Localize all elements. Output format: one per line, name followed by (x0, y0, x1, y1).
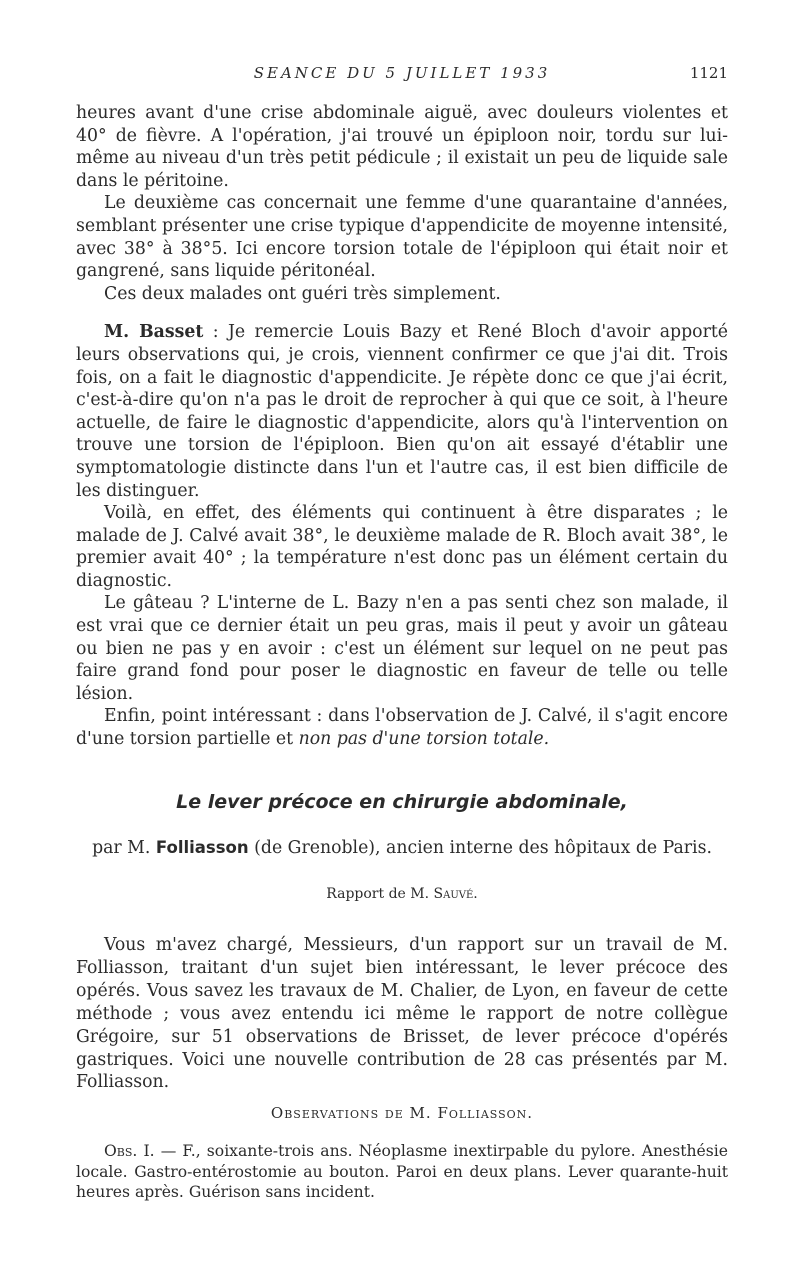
paragraph (76, 1141, 728, 1203)
report-line (76, 886, 728, 902)
running-title: SEANCE DU 5 JUILLET 1933 (253, 64, 551, 82)
observation-label: Obs. I. (104, 1142, 155, 1160)
observation-text: — F., soixante-trois ans. Néoplasme inextirpable du pylore. Anesthésie locale. Gastro-entérostomie au bouton. Paroi en deux plans. Lever quarante-huit heures après. Guérison sans incident. (76, 1142, 729, 1201)
reporter-name: Sauvé. (433, 886, 478, 902)
observation-1 (76, 1141, 728, 1203)
paragraph (76, 705, 728, 750)
section-heading: Observations de M. Folliasson. (270, 1104, 534, 1122)
running-header (76, 62, 728, 86)
speaker-text: : Je remercie Louis Bazy et René Bloch d'avoir apporté leurs observations qui, je crois, viennent confirmer ce que j'ai dit. Trois fois, on a fait le diagnostic d'appendicite. Je répète donc ce que j'ai écrit, c'est-à-dire qu'on n'a pas le droit de reprocher à qui que ce soit, à l'heure actuelle, de faire le diagnostic d'appendicite, alors qu'à l'intervention on trouve une torsion de l'épiploon. Bien qu'on ait essayé d'établir une symptomatologie distincte dans l'un et l'autre cas, il est bien difficile de les distinguer. (76, 322, 728, 501)
author-name: Folliasson (155, 838, 249, 857)
paragraph: Vous m'avez chargé, Messieurs, d'un rapport sur un travail de M. Folliasson, traitant d'un sujet bien intéressant, le lever précoce des opérés. Vous savez les travaux de M. Chalier, de Lyon, en faveur de cette méthode ; vous avez entendu ici même le rapport de notre collègue Grégoire, sur 51 observations de Brisset, de lever précoce d'opérés gastriques. Voici une nouvelle contribution de 28 cas présentés par M. Folliasson. (76, 935, 728, 1093)
paragraph (76, 321, 728, 502)
paragraph-text: Enfin, point intéressant : dans l'observation de J. Calvé, il s'agit encore d'une torsion partielle et (76, 706, 728, 750)
italic-phrase: non pas d'une torsion totale. (298, 729, 550, 750)
paragraph: heures avant d'une crise abdominale aiguë, avec douleurs violentes et 40° de fièvre. A l'opération, j'ai trouvé un épiploon noir, tordu sur lui-même au niveau d'un très petit pédicule ; il existait un peu de liquide sale dans le péritoine. (76, 103, 728, 191)
report-body (76, 934, 728, 1094)
paragraph: Le gâteau ? L'interne de L. Bazy n'en a pas senti chez son malade, il est vrai que ce dernier était un peu gras, mais il peut y avoir un gâteau ou bien ne pas y en avoir : c'est un élément sur lequel on ne peut pas faire grand fond pour poser le diagnostic en faveur de telle ou telle lésion. (76, 593, 728, 704)
paragraph: Voilà, en effet, des éléments qui continuent à être disparates ; le malade de J. Calvé avait 38°, le deuxième malade de R. Bloch avait 38°, le premier avait 40° ; la température n'est donc pas un élément certain du diagnostic. (76, 503, 728, 591)
report-prefix: Rapport de M. (326, 886, 434, 902)
speaker-name: M. Basset (104, 322, 204, 343)
page-number: 1121 (689, 64, 728, 82)
byline-prefix: par M. (92, 838, 156, 858)
paragraph: Ces deux malades ont guéri très simplement. (104, 283, 501, 304)
article-title: Le lever précoce en chirurgie abdominale, (176, 791, 628, 813)
byline-suffix: (de Grenoble), ancien interne des hôpitaux de Paris. (248, 838, 712, 858)
byline (76, 838, 728, 858)
paragraph: Le deuxième cas concernait une femme d'une quarantaine d'années, semblant présenter une crise typique d'appendicite de moyenne intensité, avec 38° à 38°5. Ici encore torsion totale de l'épiploon qui était noir et gangrené, sans liquide péritonéal. (76, 193, 728, 282)
discussion-section (76, 102, 728, 751)
